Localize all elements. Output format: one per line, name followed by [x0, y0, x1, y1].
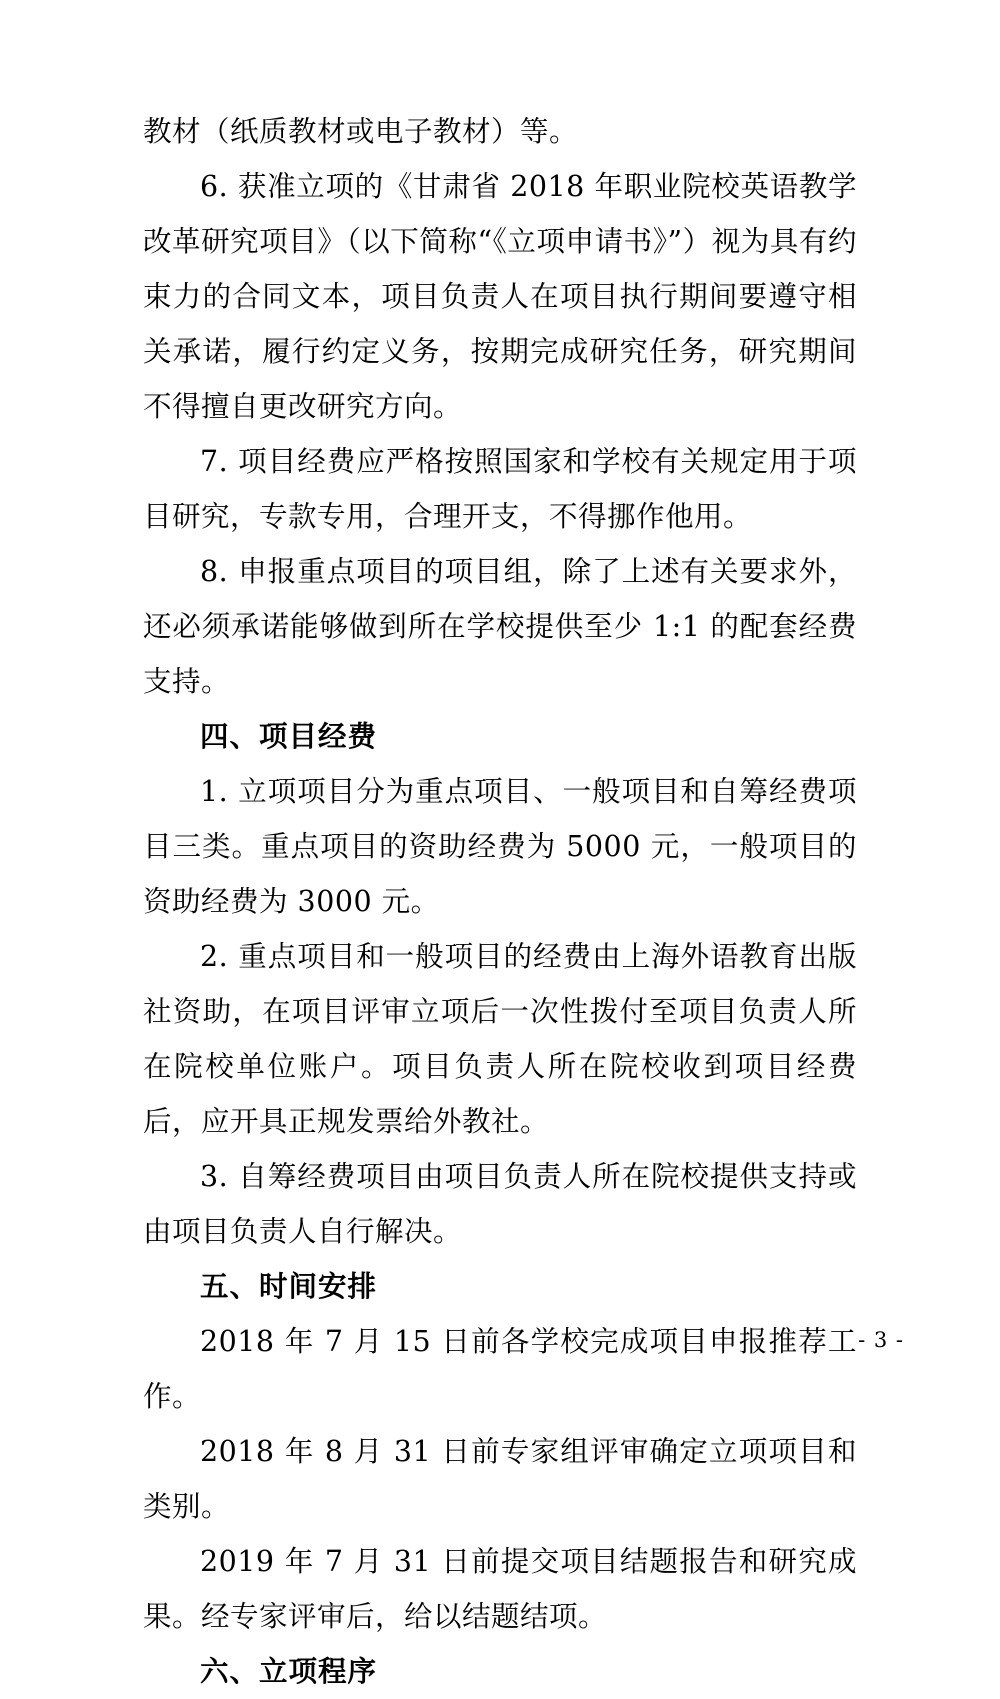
- paragraph-funding-item-2: 2. 重点项目和一般项目的经费由上海外语教育出版社资助，在项目评审立项后一次性拨付至项目负责人所在院校单位账户。项目负责人所在院校收到项目经费后，应开具正规发票给外教社。: [143, 940, 857, 1138]
- paragraph-funding-item-3: 3. 自筹经费项目由项目负责人所在院校提供支持或由项目负责人自行解决。: [143, 1160, 857, 1248]
- paragraph-item-7: 7. 项目经费应严格按照国家和学校有关规定用于项目研究，专款专用，合理开支，不得挪作他用。: [143, 445, 857, 533]
- paragraph-schedule-line-1: 2018 年 7 月 15 日前各学校完成项目申报推荐工作。: [143, 1325, 857, 1413]
- paragraph-schedule-line-2: 2018 年 8 月 31 日前专家组评审确定立项项目和类别。: [143, 1435, 857, 1523]
- paragraph-item-8: 8. 申报重点项目的项目组，除了上述有关要求外，还必须承诺能够做到所在学校提供至少 1:1 的配套经费支持。: [143, 555, 857, 698]
- paragraph-item-6: 6. 获准立项的《甘肃省 2018 年职业院校英语教学改革研究项目》（以下简称“《立项申请书》”）视为具有约束力的合同文本，项目负责人在项目执行期间要遵守相关承诺，履行约定义务，按期完成研究任务，研究期间不得擅自更改研究方向。: [143, 170, 857, 423]
- paragraph-schedule-line-3: 2019 年 7 月 31 日前提交项目结题报告和研究成果。经专家评审后，给以结题结项。: [143, 1545, 857, 1633]
- section-heading-five-schedule: 五、时间安排: [200, 1269, 378, 1303]
- section-heading-six-approval-procedure: 六、立项程序: [200, 1654, 378, 1688]
- paragraph-funding-item-1: 1. 立项项目分为重点项目、一般项目和自筹经费项目三类。重点项目的资助经费为 5000 元，一般项目的资助经费为 3000 元。: [143, 775, 857, 918]
- page-number: - 3 -: [858, 1328, 904, 1352]
- document-body: [143, 104, 857, 1699]
- paragraph-continued-text: 教材（纸质教材或电子教材）等。: [143, 115, 579, 148]
- section-heading-four-project-funding: 四、项目经费: [200, 719, 378, 753]
